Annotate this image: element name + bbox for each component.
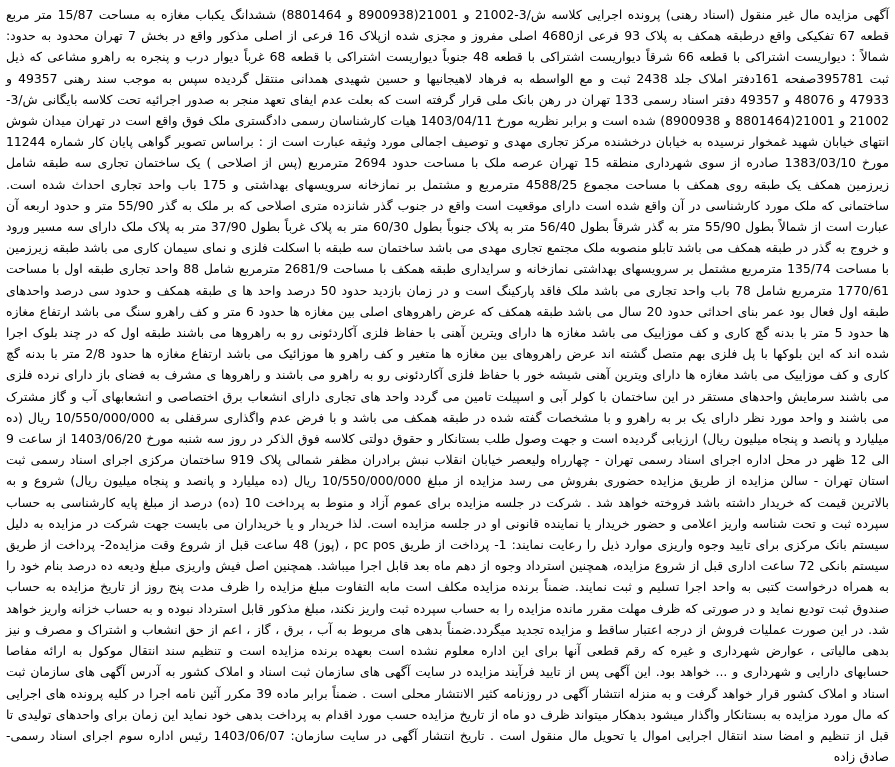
auction-notice-text: آگهی مزایده مال غیر منقول (اسناد رهنی) پرونده اجرایی کلاسه ش/3-21002 و 21001(8900938 و 8801464) ششدانگ یکباب مغازه به مساحت 15/87 متر مربع قطعه 67 تفکیکی واقع درطبقه همکف به پلاک 93 فرعی از4680 اصلی مفروز و مجزی شده ازپلاک 16 فرعی از اصلی مذکور واقع در بخش 7 تهران محدود به حدود: شمالاً : دیواریست اشتراکی با قطعه 66 شرقاً دیواریست اشتراکی با قطعه 48 جنوباً دیواریست اشتراکی با قطعه 68 غرباً دیوار درب و پنجره به راهرو مشاعی که ذیل ثبت 395781صفحه 161دفتر املاک جلد 2438 ثبت و مع الواسطه به فرهاد لاهیجانیها و حسین شهیدی همدانی منتقل گردیده سپس به موجب سند رهنی 49357 و 47933 و 48076 و 49357 دفتر اسناد رسمی 133 تهران در رهن بانک ملی قرار گرفته است که بعلت عدم ایفای تعهد منجر به صدور اجرائیه تحت کلاسه بایگانی ش/3-21002 و 21001(8801464 و 8900938) شده است و برابر نظریه مورخ 1403/04/11 هیات کارشناسان رسمی دادگستری ملک فوق واقع است در تهران میدان شوش انتهای خیابان شهید غمخوار نرسیده به خیابان درخشنده مرکز تجاری مهدی و توصیف اجمالی مورد وثیقه عبارت است از : براساس تصویر گواهی پایان کار شماره 11244 مورخ 1383/03/10 صادره از سوی شهرداری منطقه 15 تهران عرصه ملک با مساحت حدود 2694 مترمربع (پس از اصلاحی ) یک ساختمان تجاری سه طبقه شامل زیرزمین همکف یک طبقه روی همکف با مساحت مجموع 4588/25 مترمربع و مشتمل بر نمازخانه سرویسهای بهداشتی و 175 باب واحد تجاری احداث شده است. ساختمانی که ملک مورد کارشناسی در آن واقع شده است دارای موقعیت است واقع در جنوب گذر شانزده متری اصلاحی که بر ملک به گذر 55/90 متر و حدود اربعه آن عبارت است از شمالاً بطول 55/90 متر به گذر شرقاً بطول 56/40 متر به پلاک جنوباً بطول 60/30 متر به پلاک غرباً بطول 37/90 متر به پلاک ملک دارای سه مسیر ورود و خروج به گذر در طبقه همکف می باشد تابلو منصوبه ملک مجتمع تجاری مهدی می باشد ساختمان سه طبقه با اسکلت فلزی و نمای سیمان کاری می باشد طبقه زیرزمین با مساحت 135/74 مترمربع مشتمل بر سرویسهای بهداشتی نمازخانه و سرایداری طبقه همکف با مساحت 2681/9 مترمربع شامل 88 واحد تجاری طبقه اول با مساحت 1770/61 مترمربع شامل 78 باب واحد تجاری می باشد ملک فاقد پارکینگ است و در زمان بازدید حدود 50 درصد واحد ها ی طبقه همکف و حدود سی درصد واحدهای طبقه اول فعال بود عمر بنای احداثی حدود 20 سال می باشد طبقه همکف که عرض راهروهای اصلی بین مغازه ها حدود 6 متر و کف راهرو سنگ می باشد ارتفاع مغازه ها حدود 5 متر با بدنه گچ کاری و کف موزاییک می باشد مغازه ها دارای ویترین آهنی با حفاظ فلزی آکاردئونی رو به راهروها می باشند طبقه اول که در چند بلوک اجرا شده اند که این بلوکها با پل فلزی بهم متصل گشته اند عرض راهروهای بین مغازه ها متغیر و کف راهرو ها موزائیک می باشد ارتفاع مغازه ها حدود 2/8 متر با بدنه گچ کاری و کف موزاییک می باشد مغازه ها دارای ویترین آهنی شیشه خور با حفاظ فلزی آکاردئونی رو به راهرو می باشند و راهروها ی مشرف به فضای باز دارای نرده فلزی می باشند سرمایش واحدهای مستقر در این ساختمان با کولر آبی و اسپیلت تامین می گردد واحد های تجاری دارای انشعاب برق اختصاصی و انشعابهای آب و گاز مشترک می باشند و واحد مورد نظر دارای یک بر به راهرو و با مشخصات گفته شده در طبقه همکف می باشد و با فرض عدم واگذاری سرقفلی به 10/550/000/000 ریال (ده میلیارد و پانصد و پنجاه میلیون ریال) ارزیابی گردیده است و جهت وصول طلب بستانکار و حقوق دولتی کلاسه فوق الذکر در روز سه شنبه مورخ 1403/06/20 از ساعت 9 الی 12 ظهر در محل اداره اجرای اسناد رسمی تهران - چهارراه ولیعصر خیابان انقلاب نبش برادران مظفر شمالی پلاک 919 ساختمان مرکزی اجرای اسناد رسمی ثبت استان تهران - سالن مزایده از طریق مزایده حضوری بفروش می رسد مزایده از مبلغ 10/550/000/000 ریال (ده میلیارد و پانصد و پنجاه میلیون ریال) شروع و به بالاترین قیمت که خریدار داشته باشد فروخته خواهد شد . شرکت در جلسه مزایده برای عموم آزاد و منوط به پرداخت 10 (ده) درصد از مبلغ پایه کارشناسی به حساب سپرده ثبت و تحت شناسه واریز اعلامی و حضور خریدار یا نماینده قانونی او در جلسه مزایده است. لذا خریدار و یا خریداران می بایست جهت شرکت در مزایده به دلیل سیستم بانک مرکزی برای تایید وجوه واریزی موارد ذیل را رعایت نمایند: 1- پرداخت از طریق pc pos ، (پوز) 48 ساعت قبل از شروع وقت مزایده2- پرداخت از طریق سیستم بانکی 72 ساعت اداری قبل از شروع مزایده، همچنین استرداد وجوه از دهم ماه بعد قابل اجرا میباشد. همچنین اصل فیش واریزی مبلغ ودیعه ده درصد بنام خود را به همراه درخواست کتبی به واحد اجرا تسلیم و ثبت نمایند. ضمناً برنده مزایده مکلف است مابه التفاوت مبلغ مزایده را ظرف مدت پنج روز از تاریخ مزایده به حساب صندوق ثبت تودیع نماید و در صورتی که ظرف مهلت مقرر مانده مزایده را به حساب سپرده ثبت واریز نکند، مبلغ مذکور قابل استرداد نبوده و به حساب خزانه واریز خواهد شد. در این صورت عملیات فروش از درجه اعتبار ساقط و مزایده تجدید میگردد.ضمناً بدهی های مربوط به آب ، برق ، گاز ، اعم از حق انشعاب و اشتراک و مصرف و نیز بدهی مالیاتی ، عوارض شهرداری و غیره که رقم قطعی آنها برای این اداره معلوم نشده است بعهده برنده مزایده است و تنظیم سند انتقال موکول به ارائه مفاصا حسابهای دارایی و شهرداری و ... خواهد بود. این آگهی پس از تایید فرآیند مزایده در سایت آگهی های سازمان ثبت اسناد و املاک کشور به آدرس آگهی های سازمان ثبت اسناد و املاک کشور قرار خواهد گرفت و به منزله انتشار آگهی در روزنامه کثیر الانتشار محلی است . ضمناً برابر ماده 39 مکرر آئین نامه اجرا در کلیه پرونده های اجرایی که مال مورد مزایده به بستانکار واگذار میشود بدهکار میتواند ظرف دو ماه از تاریخ مزایده حسب مورد اقدام به پرداخت بدهی خود نماید این زمان برای واحدهای تولیدی تا قبل از تنظیم و امضا سند انتقال اجرایی اموال یا تحویل مال منقول است . تاریخ انتشار آگهی در سایت سازمان: 1403/06/07 رئیس اداره سوم اجرای اسناد رسمی- صادق زاده (6, 7, 890, 765)
